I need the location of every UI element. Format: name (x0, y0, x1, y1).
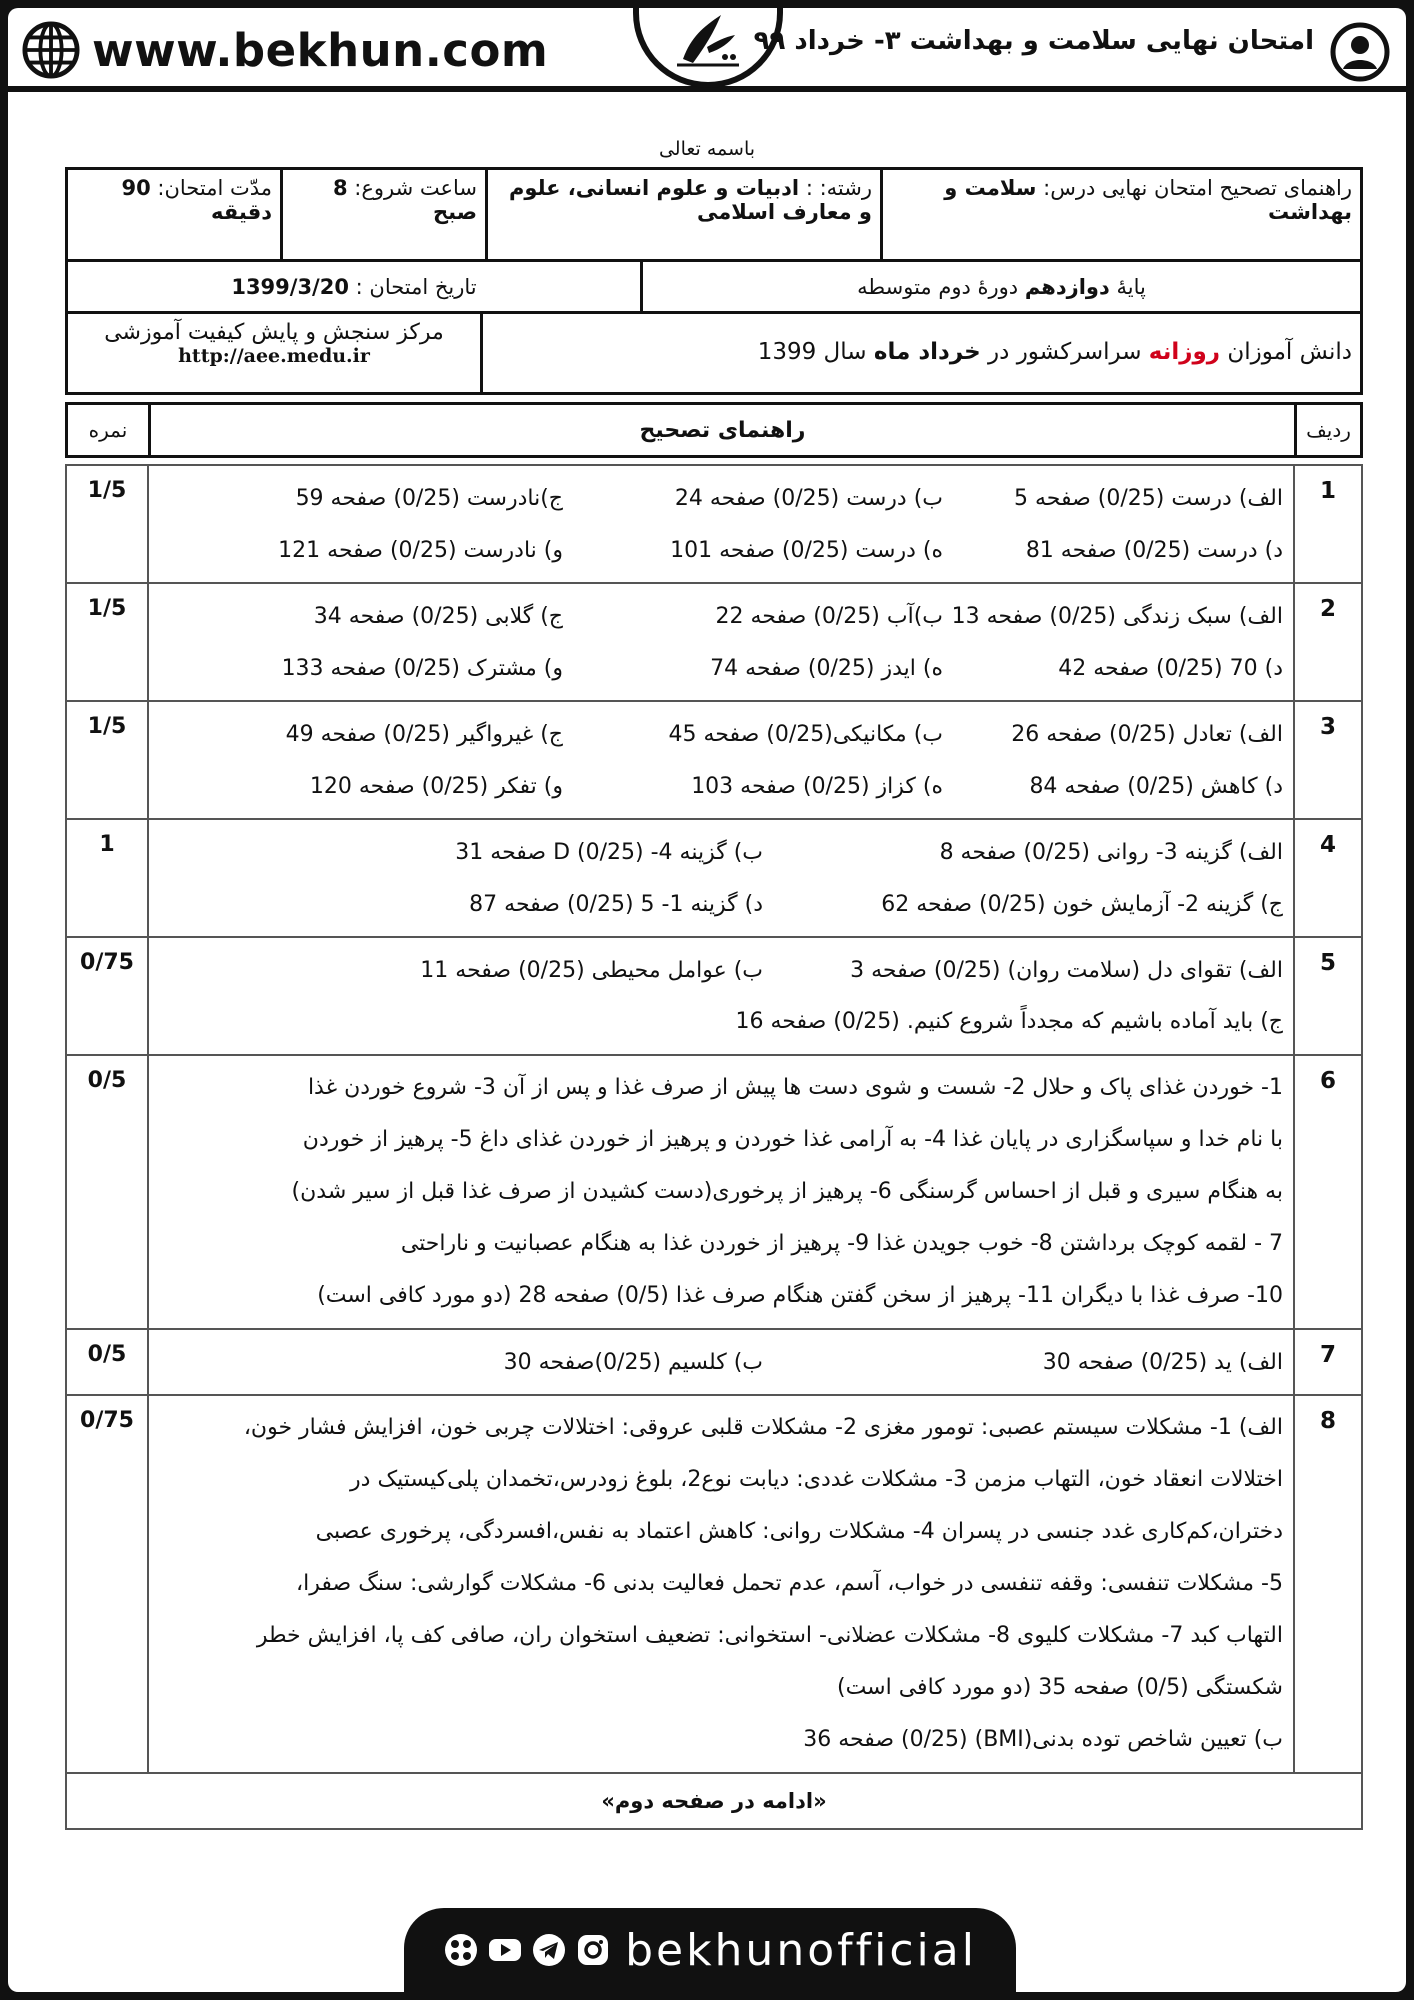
exam-month: خرداد ماه (873, 339, 981, 365)
answer-paragraph-line: ب) تعیین شاخص توده بدنی(BMI) (0/25) صفحه 36 (803, 1727, 1283, 1752)
row-number: 2 (1293, 584, 1361, 700)
answer-item: ج) غیرواگیر (0/25) صفحه 49 (285, 721, 563, 747)
answer-line (159, 1336, 1283, 1388)
answer-body (147, 702, 1293, 818)
answer-item: ب) درست (0/25) صفحه 24 (674, 485, 943, 511)
answer-line (159, 590, 1283, 642)
start-label: ساعت شروع: (354, 176, 477, 200)
answer-item: ه) درست (0/25) صفحه 101 (670, 537, 943, 563)
students-mid: سراسرکشور در (988, 339, 1142, 365)
row-number: 6 (1293, 1056, 1361, 1328)
answer-row (67, 1330, 1361, 1396)
answer-item: الف) تعادل (0/25) صفحه 26 (1011, 721, 1283, 747)
answer-body (147, 820, 1293, 936)
center-url[interactable]: http://aee.medu.ir (178, 345, 370, 367)
answer-item: الف) درست (0/25) صفحه 5 (1014, 485, 1283, 511)
row-score: 1/5 (87, 596, 127, 621)
row-number: 1 (1293, 466, 1361, 582)
answer-item: الف) تقوای دل (سلامت روان) (0/25) صفحه 3 (850, 957, 1283, 983)
row-number: 7 (1293, 1330, 1361, 1394)
date-cell (68, 262, 640, 311)
continued-note: «ادامه در صفحه دوم» (601, 1789, 827, 1813)
answer-body (147, 1056, 1293, 1328)
row-score: 1/5 (87, 478, 127, 503)
answer-item: ب) مکانیکی(0/25) صفحه 45 (668, 721, 943, 747)
exam-info-table (65, 167, 1363, 395)
answer-line (159, 708, 1283, 760)
instagram-icon[interactable] (575, 1932, 611, 1968)
answer-body (147, 938, 1293, 1054)
row-number: 8 (1293, 1396, 1361, 1772)
youtube-icon[interactable] (487, 1932, 523, 1968)
start-time-cell (280, 170, 485, 259)
answer-paragraph-line: اختلالات انعقاد خون، التهاب مزمن 3- مشکلات غددی: دیابت نوع2، بلوغ زودرس،تخمدان پلی‌کیستیک در (350, 1467, 1283, 1492)
field-label: رشته: : (805, 176, 872, 200)
answer-item: د) درست (0/25) صفحه 81 (1025, 537, 1283, 563)
date-label: تاریخ امتحان : (355, 275, 477, 299)
answer-body (147, 584, 1293, 700)
duration: 90 دقیقه (121, 176, 272, 224)
answer-row (67, 584, 1361, 702)
answer-item: ه) کزاز (0/25) صفحه 103 (691, 773, 943, 799)
answer-line (159, 524, 1283, 576)
row-score: 0/75 (80, 1408, 134, 1433)
answer-row (67, 820, 1361, 938)
answer-paragraph-line: ج) باید آماده باشیم که مجدداً شروع کنیم. (0/25) صفحه 16 (735, 1009, 1283, 1034)
besmellah: باسمه تعالی (658, 138, 756, 160)
answer-row (67, 702, 1361, 820)
answer-item: و) نادرست (0/25) صفحه 121 (278, 537, 563, 563)
field-name: ادبیات و علوم انسانی، علوم و معارف اسلامی (509, 176, 872, 224)
user-icon[interactable] (1330, 22, 1390, 82)
answer-row (67, 1056, 1361, 1330)
answer-line (159, 944, 1283, 996)
students-type: روزانه (1148, 339, 1221, 365)
answer-paragraph-line: 5- مشکلات تنفسی: وقفه تنفسی در خواب، آسم، عدم تحمل فعالیت بدنی 6- مشکلات گوارشی: سنگ صفرا، (296, 1571, 1283, 1596)
answer-paragraph-line: 1- خوردن غذای پاک و حلال 2- شست و شوی دست ها پیش از صرف غذا و پس از آن 3- شروع خوردن غذا (307, 1075, 1283, 1100)
header-score: نمره (88, 418, 128, 442)
answer-item: و) تفکر (0/25) صفحه 120 (309, 773, 563, 799)
exam-title: امتحان نهایی سلامت و بهداشت ۳- خرداد ۹۹ (753, 26, 1314, 56)
answer-item: ج)نادرست (0/25) صفحه 59 (295, 485, 563, 511)
answer-table-header (65, 402, 1363, 458)
aparat-icon[interactable] (443, 1932, 479, 1968)
answer-item: ب)آب (0/25) صفحه 22 (715, 603, 943, 629)
students-cell (480, 314, 1360, 392)
social-footer (404, 1908, 1016, 1992)
telegram-icon[interactable] (531, 1932, 567, 1968)
answer-item: و) مشترک (0/25) صفحه 133 (281, 655, 563, 681)
answer-item: الف) ید (0/25) صفحه 30 (1042, 1349, 1283, 1375)
grade-cell (640, 262, 1360, 311)
answer-table (65, 464, 1363, 1830)
answer-body (147, 466, 1293, 582)
social-handle[interactable]: bekhunofficial (625, 1924, 977, 1976)
answer-item: ب) گزینه 4- D (0/25) صفحه 31 (455, 839, 763, 865)
answer-paragraph-line: 10- صرف غذا با دیگران 11- پرهیز از سخن گفتن هنگام صرف غذا (0/5) صفحه 28 (دو مورد کافی است) (317, 1283, 1283, 1308)
row-number: 5 (1293, 938, 1361, 1054)
answer-paragraph-line: 7 - لقمه کوچک برداشتن 8- خوب جویدن غذا 9- پرهیز از خوردن غذا به هنگام عصبانیت و ناراحتی (400, 1231, 1283, 1256)
globe-icon (22, 21, 80, 79)
field-cell (485, 170, 880, 259)
answer-item: د) گزینه 1- 5 (0/25) صفحه 87 (469, 891, 763, 917)
row-score: 0/5 (87, 1342, 127, 1367)
exam-sheet (8, 8, 1406, 1992)
answer-paragraph-line: التهاب کبد 7- مشکلات کلیوی 8- مشکلات عضلانی- استخوانی: تضعیف استخوان ران، صافی کف پا، افزایش خطر (256, 1623, 1283, 1648)
answer-paragraph-line: دختران،کم‌کاری غدد جنسی در پسران 4- مشکلات روانی: کاهش اعتماد به نفس،افسردگی، پرخوری عصبی (315, 1519, 1283, 1544)
answer-item: د) 70 (0/25) صفحه 42 (1058, 655, 1283, 681)
answer-item: د) کاهش (0/25) صفحه 84 (1029, 773, 1283, 799)
answer-item: ب) عوامل محیطی (0/25) صفحه 11 (420, 957, 763, 983)
answer-line (159, 642, 1283, 694)
header-row: ردیف (1294, 405, 1360, 455)
row-number: 4 (1293, 820, 1361, 936)
row-score: 1 (99, 832, 115, 857)
top-header (8, 8, 1406, 92)
answer-row (67, 938, 1361, 1056)
bekhun-logo-icon (663, 8, 753, 77)
grade: دوازدهم (1024, 275, 1110, 299)
answer-line (159, 878, 1283, 930)
course-name: سلامت و بهداشت (944, 176, 1352, 224)
course-cell (880, 170, 1360, 259)
website-text: www.bekhun.com (92, 23, 549, 77)
answer-item: ب) کلسیم (0/25)صفحه 30 (503, 1349, 763, 1375)
exam-date: 1399/3/20 (231, 275, 349, 299)
answer-item: الف) سبک زندگی (0/25) صفحه 13 (951, 603, 1283, 629)
answer-line (159, 472, 1283, 524)
start-time: 8 صبح (332, 176, 477, 224)
duration-label: مدّت امتحان: (157, 176, 272, 200)
website-link[interactable] (22, 20, 548, 80)
row-score: 0/75 (80, 950, 134, 975)
answer-item: ج) گلابی (0/25) صفحه 34 (313, 603, 563, 629)
answer-paragraph-line: شکستگی (0/5) صفحه 35 (دو مورد کافی است) (836, 1675, 1283, 1700)
duration-cell (68, 170, 280, 259)
answer-line (159, 760, 1283, 812)
students-label: دانش آموزان (1227, 339, 1352, 365)
row-score: 1/5 (87, 714, 127, 739)
row-score: 0/5 (87, 1068, 127, 1093)
center-name: مرکز سنجش و پایش کیفیت آموزشی (104, 320, 444, 345)
answer-row (67, 1396, 1361, 1774)
answer-item: ج) گزینه 2- آزمایش خون (0/25) صفحه 62 (881, 891, 1283, 917)
grade-label: پایۀ (1116, 275, 1146, 299)
answer-body (147, 1330, 1293, 1394)
answer-paragraph-line: الف) 1- مشکلات سیستم عصبی: تومور مغزی 2- مشکلات قلبی عروقی: اختلالات چربی خون، افزایش فشار خون، (243, 1415, 1283, 1440)
answer-item: ه) ایدز (0/25) صفحه 74 (710, 655, 943, 681)
answer-row (67, 466, 1361, 584)
guide-label: راهنمای تصحیح امتحان نهایی درس: (1043, 176, 1352, 200)
answer-paragraph-line: به هنگام سیری و قبل از احساس گرسنگی 6- پرهیز از پرخوری(دست کشیدن از صرف غذا قبل از سیر شدن) (291, 1179, 1283, 1204)
social-icons (443, 1932, 611, 1968)
answer-line (159, 826, 1283, 878)
grade-rest: دورۀ دوم متوسطه (857, 275, 1019, 299)
header-guide: راهنمای تصحیح (148, 405, 1294, 455)
answer-body (147, 1396, 1293, 1772)
answer-item: الف) گزینه 3- روانی (0/25) صفحه 8 (939, 839, 1283, 865)
row-number: 3 (1293, 702, 1361, 818)
exam-year: سال 1399 (757, 339, 867, 365)
center-cell (68, 314, 480, 392)
answer-paragraph-line: با نام خدا و سپاسگزاری در پایان غذا 4- به آرامی غذا خوردن و پرهیز از خوردن غذای داغ 5- پرهیز از خوردن (302, 1127, 1283, 1152)
